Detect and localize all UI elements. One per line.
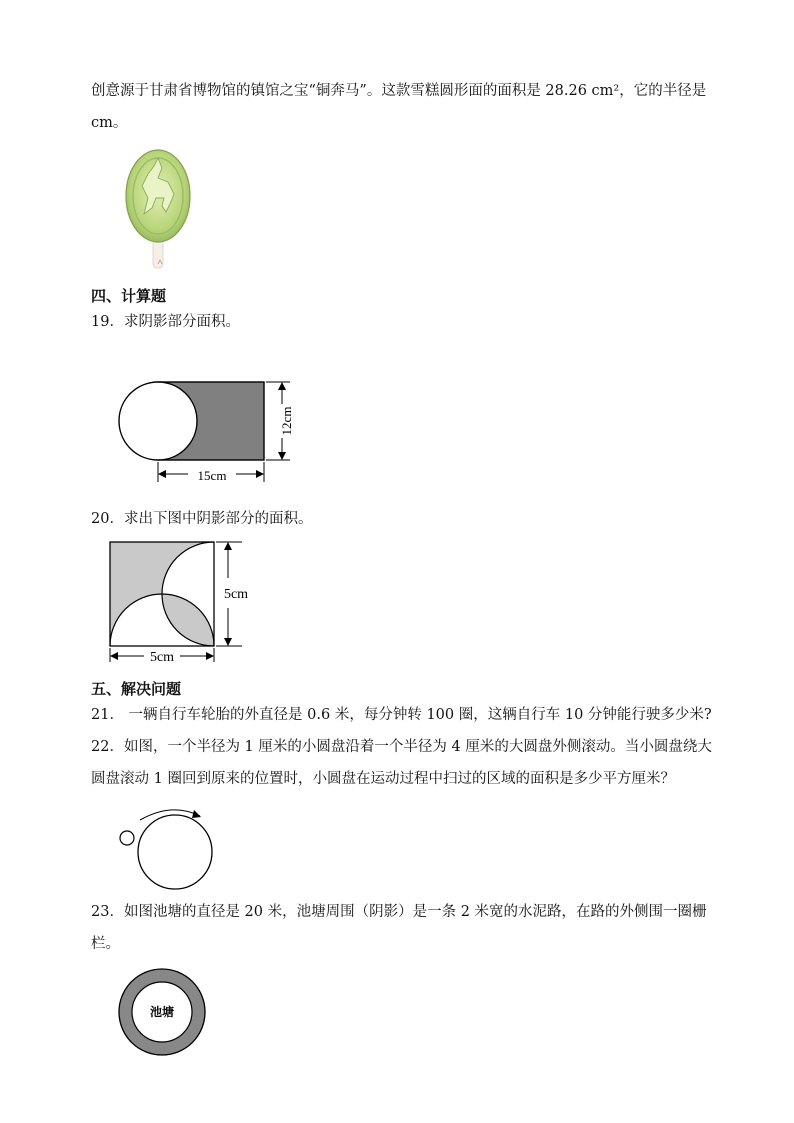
q23-figure <box>115 965 211 1061</box>
q22-figure <box>112 802 222 894</box>
popsicle-image <box>118 146 198 274</box>
q22-large-disc <box>138 815 212 889</box>
q20-height-label: 5cm <box>223 587 249 602</box>
q22-small-disc <box>120 831 134 845</box>
q20-figure <box>100 532 270 672</box>
q19-text: 19．求阴影部分面积。 <box>91 314 240 330</box>
q19-figure <box>110 372 310 492</box>
arrow-head-icon <box>192 810 201 818</box>
section4-title: 四、计算题 <box>91 287 167 305</box>
q23-line-2: 栏。 <box>91 936 120 952</box>
section5-title: 五、解决问题 <box>91 680 182 698</box>
q23-line-1: 23．如图池塘的直径是 20 米，池塘周围（阴影）是一条 2 米宽的水泥路，在路的外侧围一圈栅 <box>91 904 707 920</box>
q20-width-label: 5cm <box>149 650 175 665</box>
q20-text: 20．求出下图中阴影部分的面积。 <box>91 511 313 527</box>
q23-pond-label: 池塘 <box>149 1005 175 1019</box>
intro-line-2: cm。 <box>91 115 128 131</box>
q19-width-label: 15cm <box>197 468 227 483</box>
q21-text: 21． 一辆自行车轮胎的外直径是 0.6 米，每分钟转 100 圈，这辆自行车 10 分钟能行驶多少米? <box>91 707 712 723</box>
q22-line-2: 圆盘滚动 1 圈回到原来的位置时，小圆盘在运动过程中扫过的区域的面积是多少平方厘米？ <box>91 771 675 787</box>
intro-line-1: 创意源于甘肃省博物馆的镇馆之宝“铜奔马”。这款雪糕圆形面的面积是 28.26 cm²，它的半径是 <box>91 83 707 99</box>
q19-circle <box>119 382 197 460</box>
q19-height-label: 12cm <box>278 406 294 436</box>
q22-line-1: 22．如图，一个半径为 1 厘米的小圆盘沿着一个半径为 4 厘米的大圆盘外侧滚动。当小圆盘绕大 <box>91 739 712 755</box>
